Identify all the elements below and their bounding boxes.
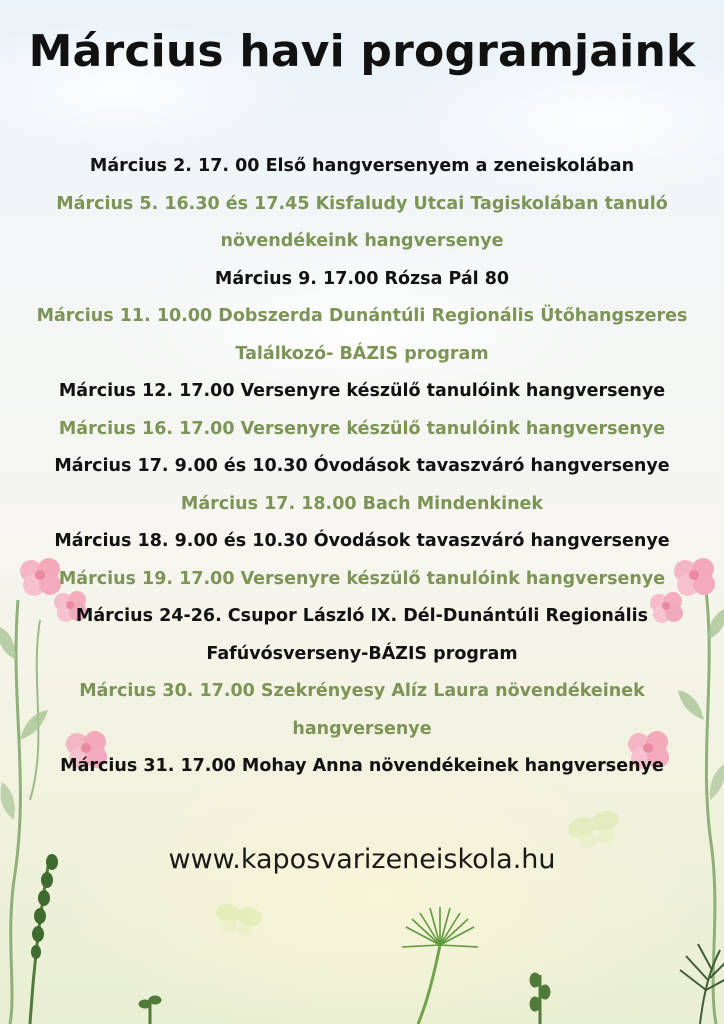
event-item-line: Március 17. 9.00 és 10.30 Óvodások tavaszváró hangversenye — [54, 456, 670, 476]
event-item-line: Március 16. 17.00 Versenyre készülő tanulóink hangversenye — [58, 418, 666, 439]
event-item-line: Március 18. 9.00 és 10.30 Óvodások tavaszváró hangversenye — [54, 531, 670, 551]
website-url: www.kaposvarizeneiskola.hu — [168, 844, 556, 875]
event-item-line: Március 2. 17. 00 Első hangversenyem a zeneiskolában — [89, 156, 635, 176]
event-item-line: Március 12. 17.00 Versenyre készülő tanulóink hangversenye — [58, 381, 666, 401]
event-item-line: Március 11. 10.00 Dobszerda Dunántúli Regionális Ütőhangszeres — [36, 306, 688, 326]
event-item-line: növendékeink hangversenye — [220, 231, 504, 251]
event-item-line: Március 17. 18.00 Bach Mindenkinek — [180, 493, 544, 514]
event-item-line: Március 30. 17.00 Szekrényesy Alíz Laura növendékeinek — [79, 681, 645, 701]
event-item-line: Március 9. 17.00 Rózsa Pál 80 — [214, 268, 510, 289]
event-item-line: Március 5. 16.30 és 17.45 Kisfaludy Utcai Tagiskolában tanuló — [56, 193, 668, 214]
event-item-line: Március 24-26. Csupor László IX. Dél-Dunántúli Regionális — [75, 606, 649, 626]
event-item-line: hangversenye — [292, 718, 432, 739]
event-item-line: Találkozó- BÁZIS program — [235, 343, 489, 364]
event-list — [14, 148, 710, 786]
event-item-line: Március 19. 17.00 Versenyre készülő tanulóink hangversenye — [58, 568, 666, 589]
event-item-line: Fafúvósverseny-BÁZIS program — [206, 643, 518, 664]
page-title: Március havi programjaink — [28, 26, 696, 77]
event-item-line: Március 31. 17.00 Mohay Anna növendékeinek hangversenye — [60, 756, 664, 776]
